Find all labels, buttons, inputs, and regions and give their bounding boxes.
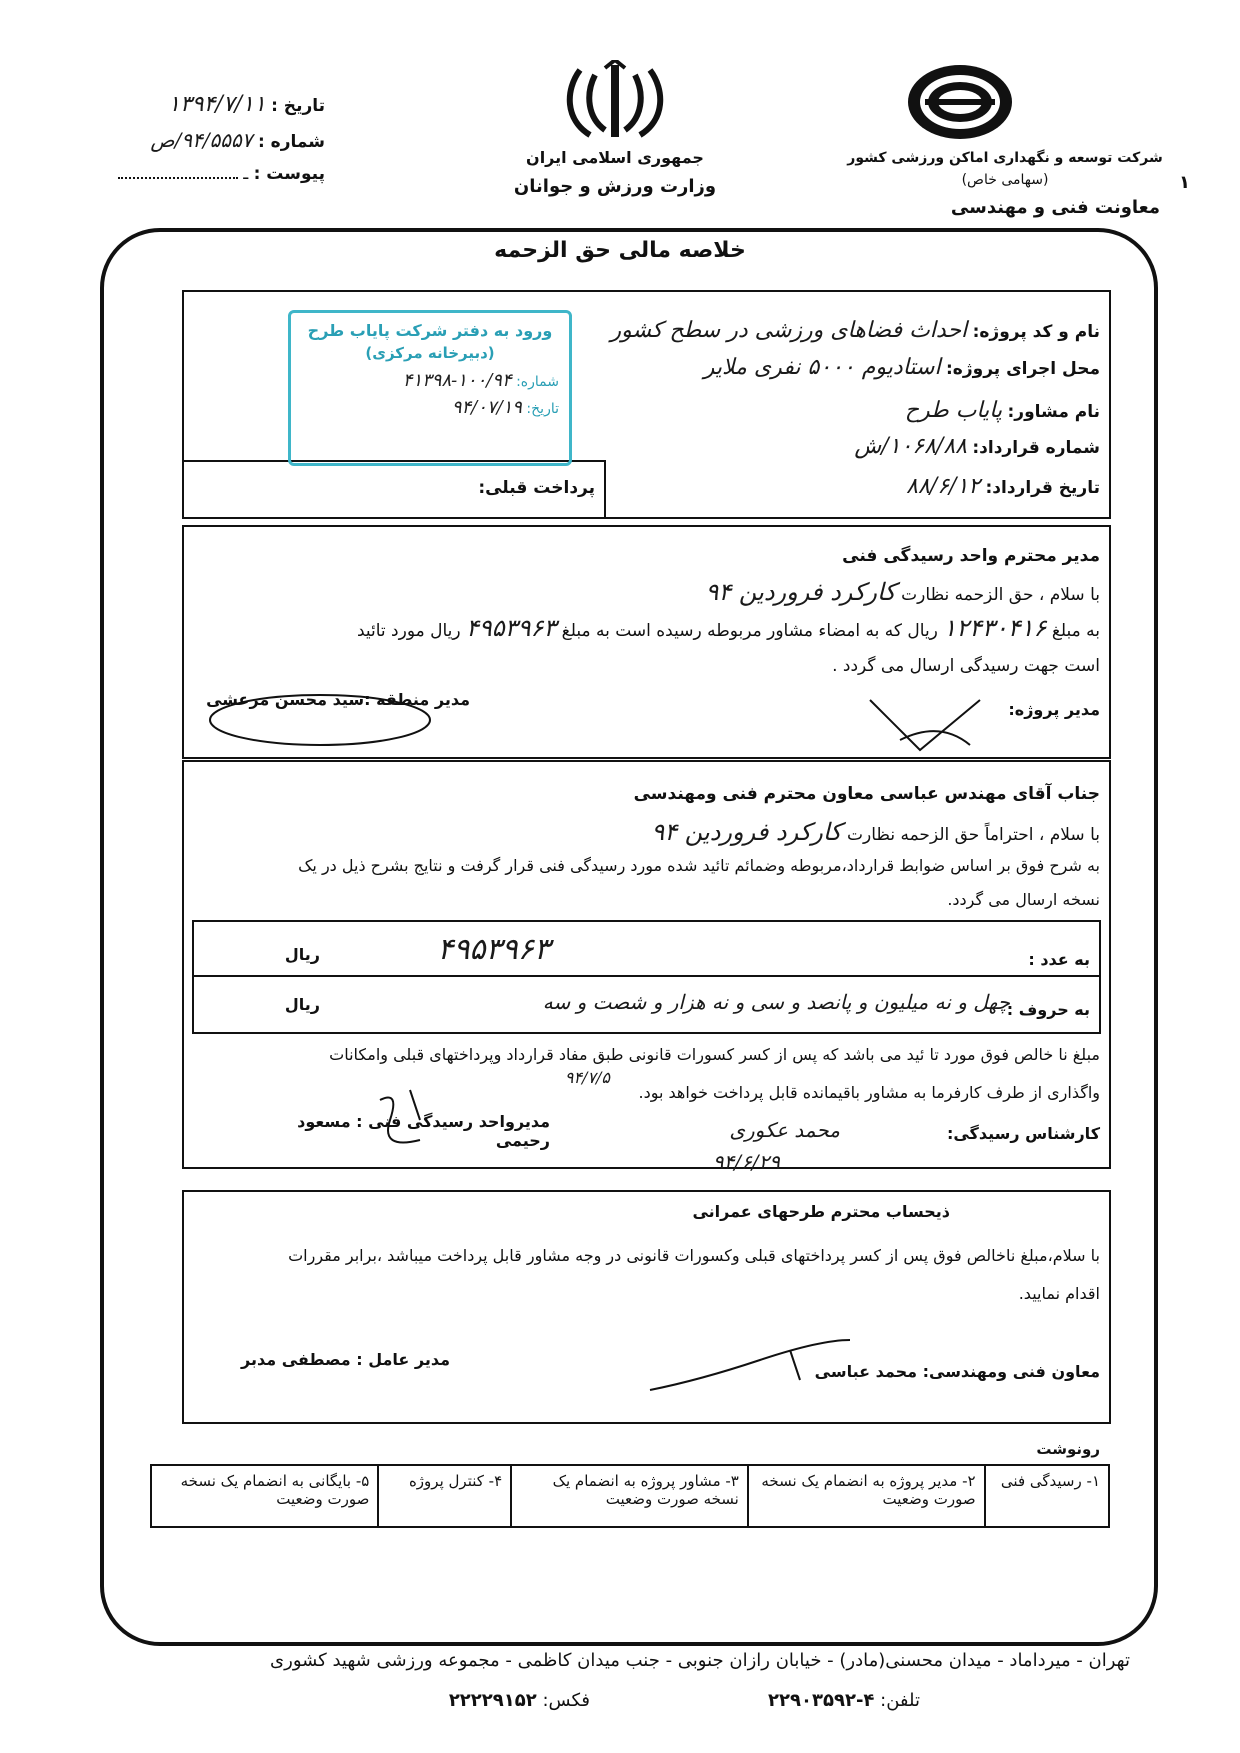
- cc-item-3: ۳- مشاور پروژه به انضمام یک نسخه صورت وضعیت: [511, 1465, 748, 1527]
- amount-number-rial: ریال: [284, 945, 320, 964]
- stamp-line1: ورود به دفتر شرکت پایاب طرح: [307, 321, 553, 340]
- receipt-stamp: [288, 310, 572, 466]
- attachment-value: ـ: [243, 164, 249, 184]
- section2-note1: مبلغ نا خالص فوق مورد تا ئید می باشد که پس از کسر کسورات قانونی طبق مفاد قرارداد وپرداختهای قبلی وامکانات: [329, 1045, 1100, 1064]
- section2-line3: نسخه ارسال می گردد.: [947, 890, 1100, 909]
- phone-label: تلفن:: [880, 1690, 920, 1711]
- date-row: [110, 92, 325, 117]
- reviewer-name: محمد عکوری: [729, 1118, 840, 1142]
- section1-line1: [400, 578, 1100, 606]
- signature-section1: [200, 680, 1100, 770]
- attachment-label: پیوست :: [253, 164, 325, 184]
- date-label: تاریخ :: [271, 96, 325, 116]
- section2-heading: جناب آقای مهندس عباسی معاون محترم فنی ومهندسی: [633, 784, 1100, 804]
- project-name-row: [600, 318, 1100, 343]
- section3-heading: ذیحساب محترم طرحهای عمرانی: [692, 1202, 950, 1221]
- stamp-date-label: تاریخ:: [526, 401, 559, 417]
- deputy-sign: معاون فنی ومهندسی: محمد عباسی: [814, 1362, 1100, 1381]
- location-row: [600, 355, 1100, 380]
- reviewer-label: کارشناس رسیدگی:: [946, 1124, 1100, 1143]
- project-name-label: نام و کد پروژه:: [972, 322, 1100, 342]
- ceo-sign: مدیر عامل : مصطفی مدبر: [241, 1350, 450, 1369]
- section1-amount1: ۱۲۴۳۰۴۱۶: [943, 614, 1047, 642]
- consultant-row: [600, 398, 1100, 423]
- region-manager: مدیر منطقه :سید محسن مرعشی: [206, 690, 470, 709]
- amount-words-value: چهل و نه میلیون و پانصد و سی و نه هزار و شصت و سه: [542, 990, 1010, 1014]
- company-logo-icon: [905, 62, 1015, 142]
- section1-amount-suffix: ریال مورد تائید: [356, 621, 461, 641]
- company-type: (سهامی خاص): [961, 172, 1049, 188]
- consultant-value: پایاب طرح: [904, 398, 1003, 423]
- prev-payment-label: پرداخت قبلی:: [478, 478, 595, 498]
- section3-line2: اقدام نمایید.: [1018, 1284, 1100, 1303]
- section2-line1: [400, 818, 1100, 846]
- section1-amount2: ۴۹۵۳۹۶۳: [466, 614, 557, 642]
- section2-sign-date: ۹۴/۷/۵: [564, 1068, 610, 1087]
- cc-label: رونوشت: [1036, 1440, 1100, 1458]
- section2-line1-hand: کارکرد فروردین ۹۴: [651, 818, 842, 846]
- deputy-name: معاونت فنی و مهندسی: [950, 197, 1160, 218]
- date-value: ۱۳۹۴/۷/۱۱: [168, 92, 266, 117]
- contract-number-label: شماره قرارداد:: [972, 438, 1100, 458]
- cc-item-5: ۵- بایگانی به انضمام یک نسخه صورت وضعیت: [151, 1465, 378, 1527]
- reviewer-row: [840, 1124, 1100, 1143]
- section3-line1: با سلام،مبلغ ناخالص فوق پس از کسر پرداختهای قبلی وکسورات قانونی در وجه مشاور قابل پرداخت میباشد ،برابر مقررات: [288, 1246, 1100, 1265]
- section1-line1-hand: کارکرد فروردین ۹۴: [705, 578, 896, 606]
- cc-item-4: ۴- کنترل پروژه: [378, 1465, 511, 1527]
- stamp-number-label: شماره:: [516, 374, 559, 390]
- number-row: [110, 128, 325, 152]
- number-label: شماره :: [257, 132, 325, 152]
- cc-item-1: ۱- رسیدگی فنی: [985, 1465, 1109, 1527]
- stamp-line2: (دبیرخانه مرکزی): [365, 344, 495, 362]
- section1-amount-prefix: به مبلغ: [1051, 621, 1100, 641]
- amount-words-label: به حروف :: [1006, 1000, 1090, 1019]
- iran-emblem-icon: [560, 60, 670, 145]
- number-value: ۹۴/۵۵۵۷/ص: [150, 128, 253, 152]
- contract-number-value: ۱۰۶۸/۸۸/ش: [854, 434, 967, 459]
- page-title: خلاصه مالی حق الزحمه: [494, 238, 746, 263]
- section2-line2: به شرح فوق بر اساس ضوابط قرارداد،مربوطه وضمائم تائید شده مورد رسیدگی فنی قرار گرفت و نتایج بشرح ذیل در یک: [298, 856, 1100, 875]
- cc-item-2: ۲- مدیر پروژه به انضمام یک نسخه صورت وضعیت: [748, 1465, 985, 1527]
- amount-words-rial: ریال: [284, 995, 320, 1014]
- section1-amount-middle: ریال که به امضاء مشاور مربوطه رسیده است به مبلغ: [561, 621, 938, 641]
- location-label: محل اجرای پروژه:: [946, 359, 1100, 379]
- section1-line2: [190, 614, 1100, 642]
- amount-number-value: ۴۹۵۳۹۶۳: [437, 932, 550, 967]
- consultant-label: نام مشاور:: [1007, 402, 1100, 422]
- footer-address: تهران - میرداماد - میدان محسنی(مادر) - خیابان رازان جنوبی - جنب میدان کاظمی - مجموعه ورزشی شهید کشوری: [270, 1650, 1130, 1671]
- location-value: استادیوم ۵۰۰۰ نفری ملایر: [703, 355, 941, 380]
- reviewer-date: ۹۴/۶/۲۹: [712, 1150, 780, 1174]
- signature-section2: [360, 1080, 560, 1160]
- contract-date-value: ۸۸/۶/۱۲: [906, 474, 981, 499]
- page-number: ۱: [1179, 172, 1190, 193]
- contract-number-row: [600, 434, 1100, 459]
- section2-note2: واگذاری از طرف کارفرما به مشاور باقیمانده قابل پرداخت خواهد بود.: [638, 1083, 1100, 1102]
- footer-phone: [640, 1690, 920, 1711]
- phone-value: ۴-۲۲۹۰۳۵۹۲: [768, 1690, 875, 1711]
- contract-date-label: تاریخ قرارداد:: [985, 478, 1100, 498]
- attachment-row: [110, 164, 325, 184]
- section1-heading: مدیر محترم واحد رسیدگی فنی: [842, 546, 1100, 566]
- section1-line3: است جهت رسیدگی ارسال می گردد .: [832, 656, 1100, 676]
- project-manager: مدیر پروژه:: [1008, 700, 1100, 719]
- republic-name: جمهوری اسلامی ایران: [526, 148, 704, 167]
- fax-value: ۲۲۲۲۹۱۵۲: [448, 1690, 537, 1711]
- amount-number-label: به عدد :: [1028, 950, 1090, 969]
- stamp-number-value: ۱۰۰/۹۴-۴۱۳۹۸: [402, 370, 512, 391]
- signature-section3: [640, 1330, 880, 1410]
- contract-date-row: [600, 474, 1100, 499]
- fax-label: فکس:: [542, 1690, 590, 1711]
- section2-line1-text: با سلام ، احتراماً حق الزحمه نظارت: [847, 825, 1100, 845]
- unit-manager: مدیرواحد رسیدگی فنی : مسعود رحیمی: [297, 1112, 550, 1150]
- stamp-date-value: ۹۴/۰۷/۱۹: [451, 397, 522, 418]
- footer-fax: [360, 1690, 590, 1711]
- section1-line1-text: با سلام ، حق الزحمه نظارت: [901, 585, 1100, 605]
- ministry-name: وزارت ورزش و جوانان: [513, 176, 717, 197]
- project-name-value: احداث فضاهای ورزشی در سطح کشور: [610, 318, 968, 343]
- cc-table: [150, 1464, 1110, 1528]
- amount-box: [192, 920, 1101, 1034]
- company-name: شرکت توسعه و نگهداری اماکن ورزشی کشور: [847, 150, 1163, 166]
